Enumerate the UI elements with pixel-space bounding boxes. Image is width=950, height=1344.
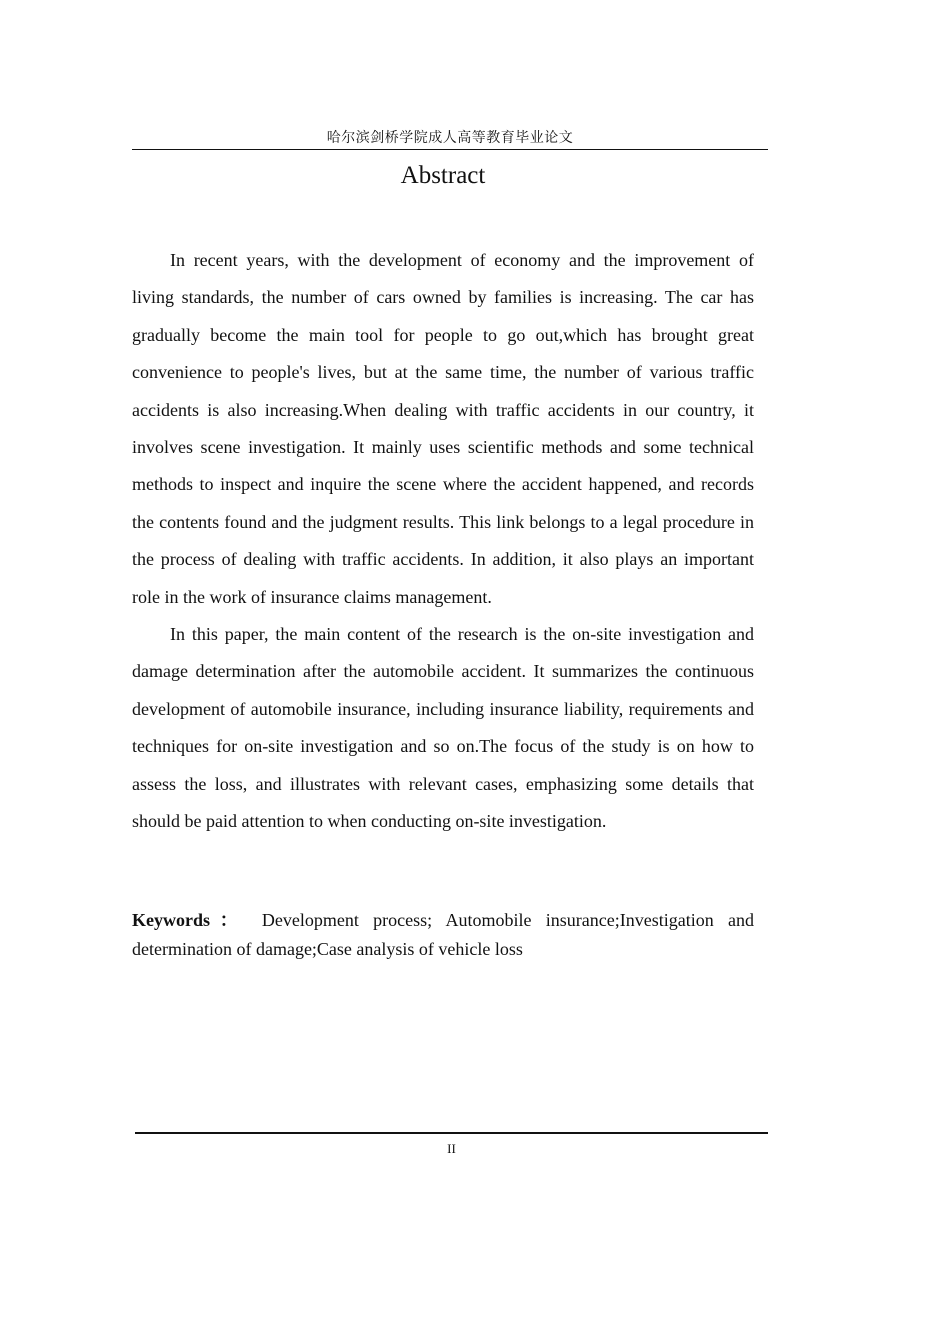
footer-rule [135,1132,768,1134]
abstract-paragraph-1: In recent years, with the development of economy and the improvement of living standards, the number of cars owned by families is increasing. The car has gradually become the main tool for people to go out,which has brought great convenience to people's lives, but at the same time, the number of various traffic accidents is also increasing.When dealing with traffic accidents in our country, it involves scene investigation. It mainly uses scientific methods and some technical methods to inspect and inquire the scene where the accident happened, and records the contents found and the judgment results. This link belongs to a legal procedure in the process of dealing with traffic accidents. In addition, it also plays an important role in the work of insurance claims management. [132,250,754,607]
abstract-body [132,242,754,841]
keywords-text: Development process; Automobile insurance;Investigation and determination of damage;Case analysis of vehicle loss [132,910,754,959]
header-rule [132,149,768,150]
keywords-section [132,906,754,964]
abstract-title: Abstract [400,162,486,189]
page-number: II [447,1141,456,1156]
keywords-label: Keywords： [132,910,248,930]
page-header: 哈尔滨剑桥学院成人高等教育毕业论文 [326,131,574,146]
abstract-paragraph-2: In this paper, the main content of the research is the on-site investigation and damage determination after the automobile accident. It summarizes the continuous development of automobile insurance, including insurance liability, requirements and techniques for on-site investigation and so on.The focus of the study is on how to assess the loss, and illustrates with relevant cases, emphasizing some details that should be paid attention to when conducting on-site investigation. [132,624,754,832]
